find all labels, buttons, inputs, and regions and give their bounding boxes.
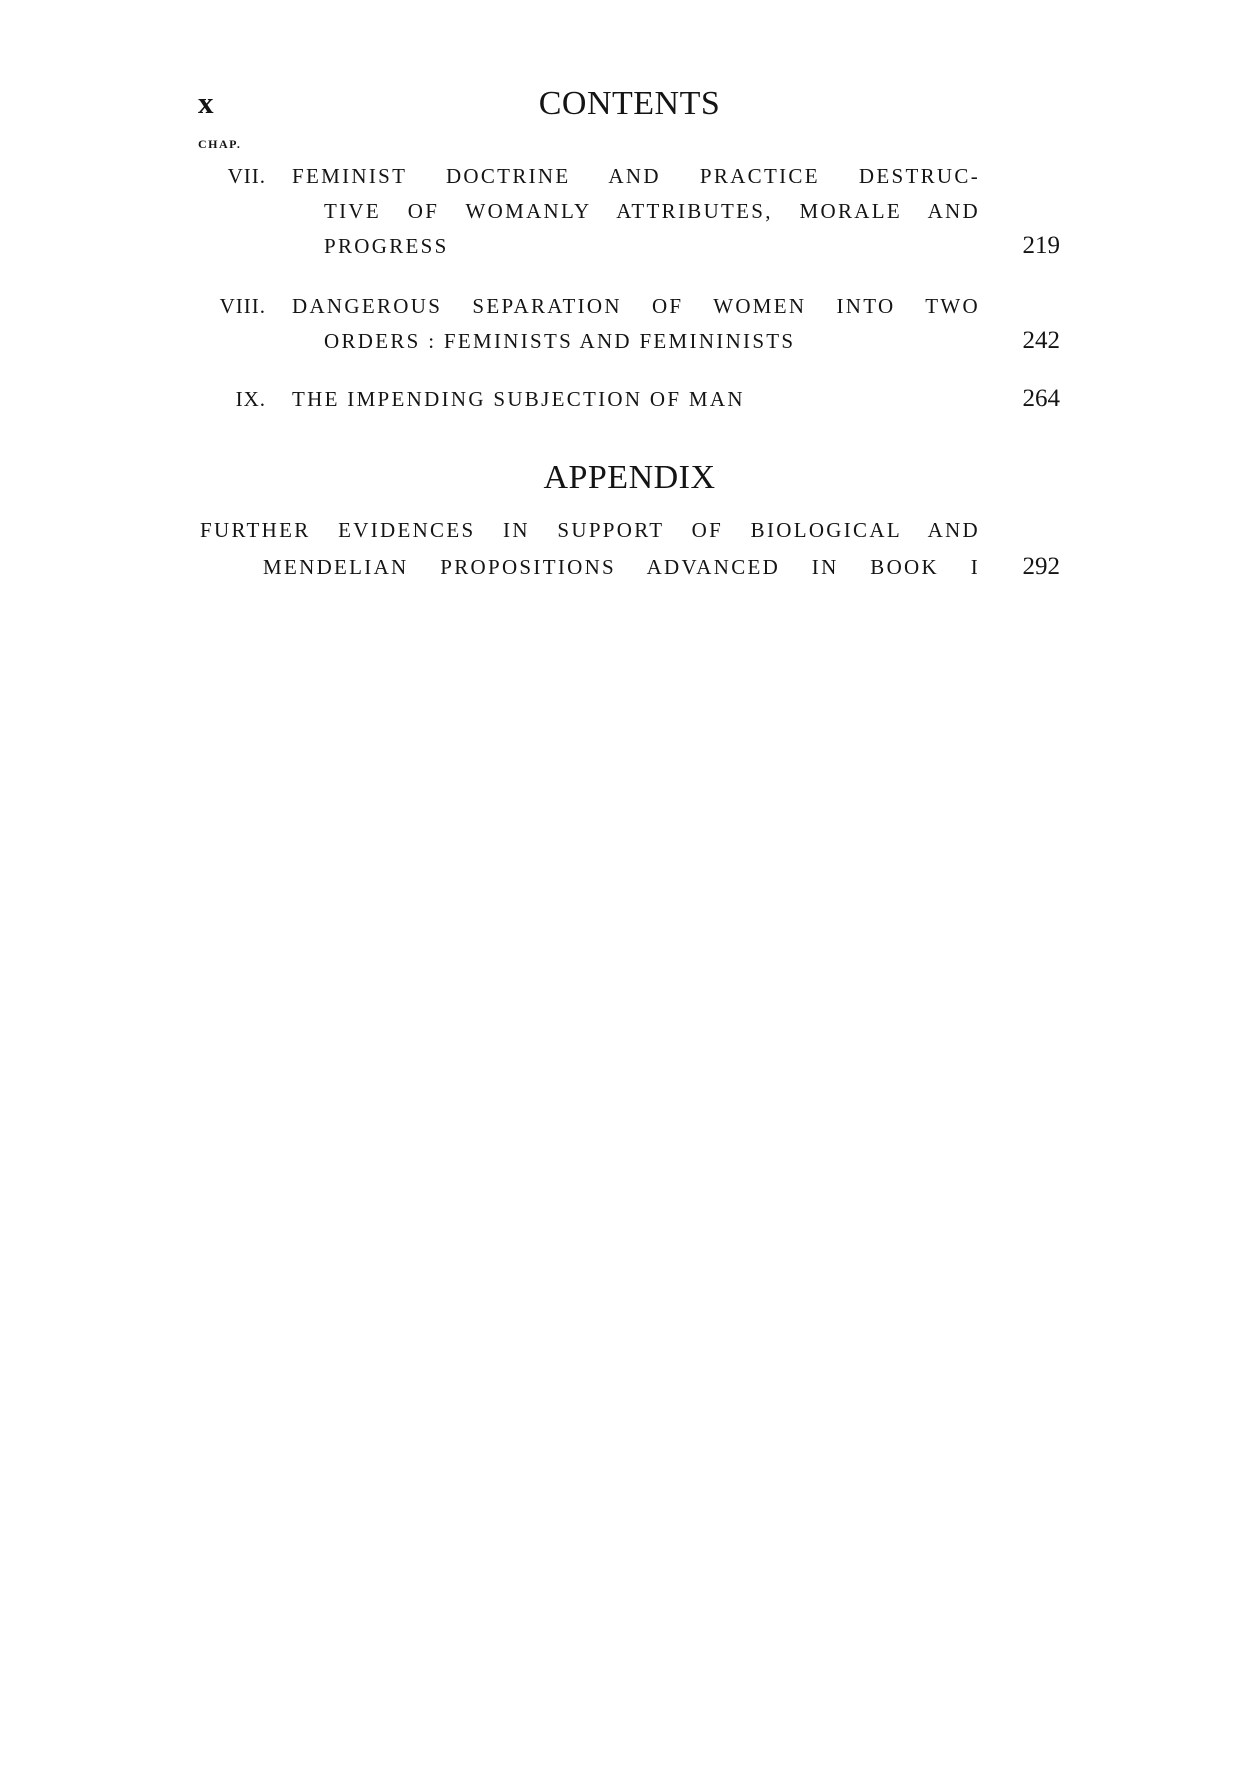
chapter-title-line: FEMINIST DOCTRINE AND PRACTICE DESTRUC- xyxy=(292,164,980,188)
page-folio: x xyxy=(198,85,214,120)
appendix-title-line: FURTHER EVIDENCES IN SUPPORT OF BIOLOGICAL AND xyxy=(200,518,980,542)
page-number: 292 xyxy=(1022,553,1060,580)
chapter-number: VIII. xyxy=(219,294,266,318)
chapter-title-line: PROGRESS xyxy=(324,234,449,258)
chapter-number: VII. xyxy=(227,164,266,188)
chapter-number: IX. xyxy=(235,387,266,411)
chapter-title-line: ORDERS : FEMINISTS AND FEMININISTS xyxy=(324,329,796,353)
chapter-title-line: THE IMPENDING SUBJECTION OF MAN xyxy=(292,387,745,411)
page-number: 264 xyxy=(1022,385,1060,412)
appendix-title-line: MENDELIAN PROPOSITIONS ADVANCED IN BOOK I xyxy=(263,555,980,579)
contents-heading: CONTENTS xyxy=(538,85,721,122)
page-number: 219 xyxy=(1022,232,1060,259)
page-number: 242 xyxy=(1022,327,1060,354)
chap-label: CHAP. xyxy=(198,137,242,151)
appendix-heading: APPENDIX xyxy=(543,459,716,496)
chapter-title-line: DANGEROUS SEPARATION OF WOMEN INTO TWO xyxy=(292,294,980,318)
chapter-title-line: TIVE OF WOMANLY ATTRIBUTES, MORALE AND xyxy=(324,199,980,223)
